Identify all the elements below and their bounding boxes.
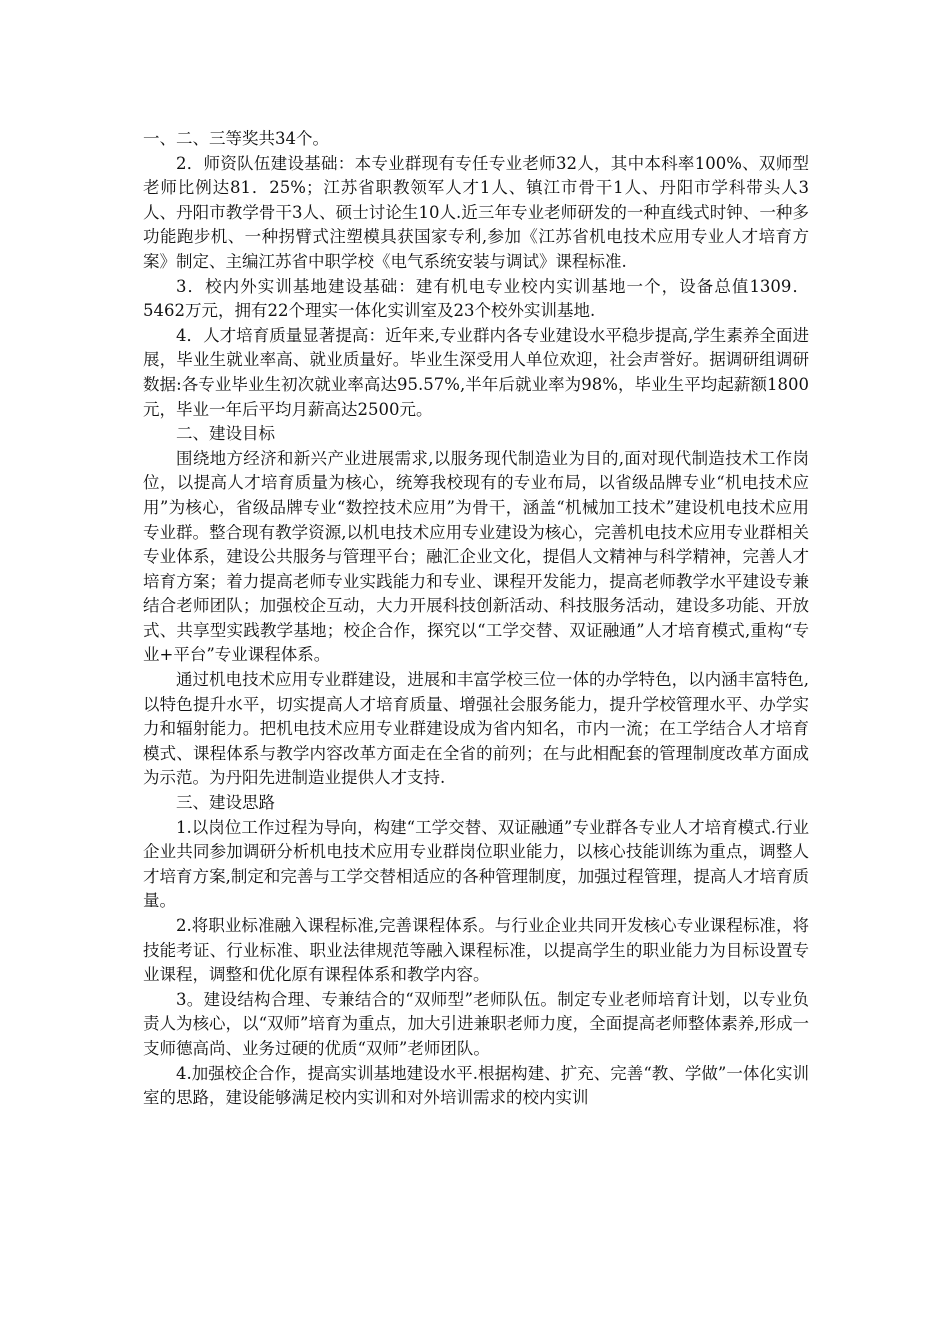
paragraph-goals-main: 围绕地方经济和新兴产业进展需求,以服务现代制造业为目的,面对现代制造技术工作岗位，以提高人才培育质量为核心，统筹我校现有的专业布局，以省级品牌专业“机电技术应用”为核心，省级品牌专业“数控技术应用”为骨干，涵盖“机械加工技术”建设机电技术应用专业群。整合现有教学资源,以机电技术应用专业建设为核心，完善机电技术应用专业群相关专业体系，建设公共服务与管理平台；融汇企业文化，提倡人文精神与科学精神，完善人才培育方案；着力提高老师专业实践能力和专业、课程开发能力，提高老师教学水平建设专兼结合老师团队；加强校企互动，大力开展科技创新活动、科技服务活动，建设多功能、开放式、共享型实践教学基地；校企合作，探究以“工学交替、双证融通”人才培育模式,重构“专业+平台”专业课程体系。 [143,448,809,665]
paragraph-faculty-foundation: 2．师资队伍建设基础：本专业群现有专任专业老师32人，其中本科率100%、双师型老师比例达81．25%；江苏省职教领军人才1人、镇江市骨干1人、丹阳市学科带头人3人、丹阳市教学骨干3人、硕士讨论生10人.近三年专业老师研发的一种直线式时钟、一种多功能跑步机、一种拐臂式注塑模具获国家专利,参加《江苏省机电技术应用专业人才培育方案》制定、主编江苏省中职学校《电气系统安装与调试》课程标准. [143,153,809,271]
document-page [143,127,809,1111]
paragraph-talent-quality: 4．人才培育质量显著提高：近年来,专业群内各专业建设水平稳步提高,学生素养全面进展，毕业生就业率高、就业质量好。毕业生深受用人单位欢迎，社会声誉好。据调研组调研数据:各专业毕业生初次就业率高达95.57%,半年后就业率为98%，毕业生平均起薪额1800元，毕业一年后平均月薪高达2500元。 [143,325,809,419]
paragraph-approach-4: 4.加强校企合作，提高实训基地建设水平.根据构建、扩充、完善“教、学做”一体化实训室的思路，建设能够满足校内实训和对外培训需求的校内实训 [143,1063,809,1108]
paragraph-awards-continued: 一、二、三等奖共34个。 [143,129,329,148]
paragraph-approach-1: 1.以岗位工作过程为导向，构建“工学交替、双证融通”专业群各专业人才培育模式.行业企业共同参加调研分析机电技术应用专业群岗位职业能力，以核心技能训练为重点，调整人才培育方案,制定和完善与工学交替相适应的各种管理制度，加强过程管理，提高人才培育质量。 [143,817,809,911]
section-heading-approach: 三、建设思路 [176,793,275,813]
paragraph-approach-2: 2.将职业标准融入课程标准,完善课程体系。与行业企业共同开发核心专业课程标准，将技能考证、行业标准、职业法律规范等融入课程标准，以提高学生的职业能力为目标设置专业课程，调整和优化原有课程体系和教学内容。 [143,916,809,985]
paragraph-approach-3: 3。建设结构合理、专兼结合的“双师型”老师队伍。制定专业老师培育计划，以专业负责人为核心，以“双师”培育为重点，加大引进兼职老师力度，全面提高老师整体素养,形成一支师德高尚、业务过硬的优质“双师”老师团队。 [143,989,809,1058]
paragraph-goals-outcome: 通过机电技术应用专业群建设，进展和丰富学校三位一体的办学特色，以内涵丰富特色,以特色提升水平，切实提高人才培育质量、增强社会服务能力，提升学校管理水平、办学实力和辐射能力。把机电技术应用专业群建设成为省内知名，市内一流；在工学结合人才培育模式、课程体系与教学内容改革方面走在全省的前列；在与此相配套的管理制度改革方面成为示范。为丹阳先进制造业提供人才支持. [143,670,809,788]
paragraph-training-base-foundation: 3．校内外实训基地建设基础：建有机电专业校内实训基地一个，设备总值1309．5462万元，拥有22个理实一体化实训室及23个校外实训基地. [143,276,809,321]
section-heading-goals: 二、建设目标 [176,424,275,444]
